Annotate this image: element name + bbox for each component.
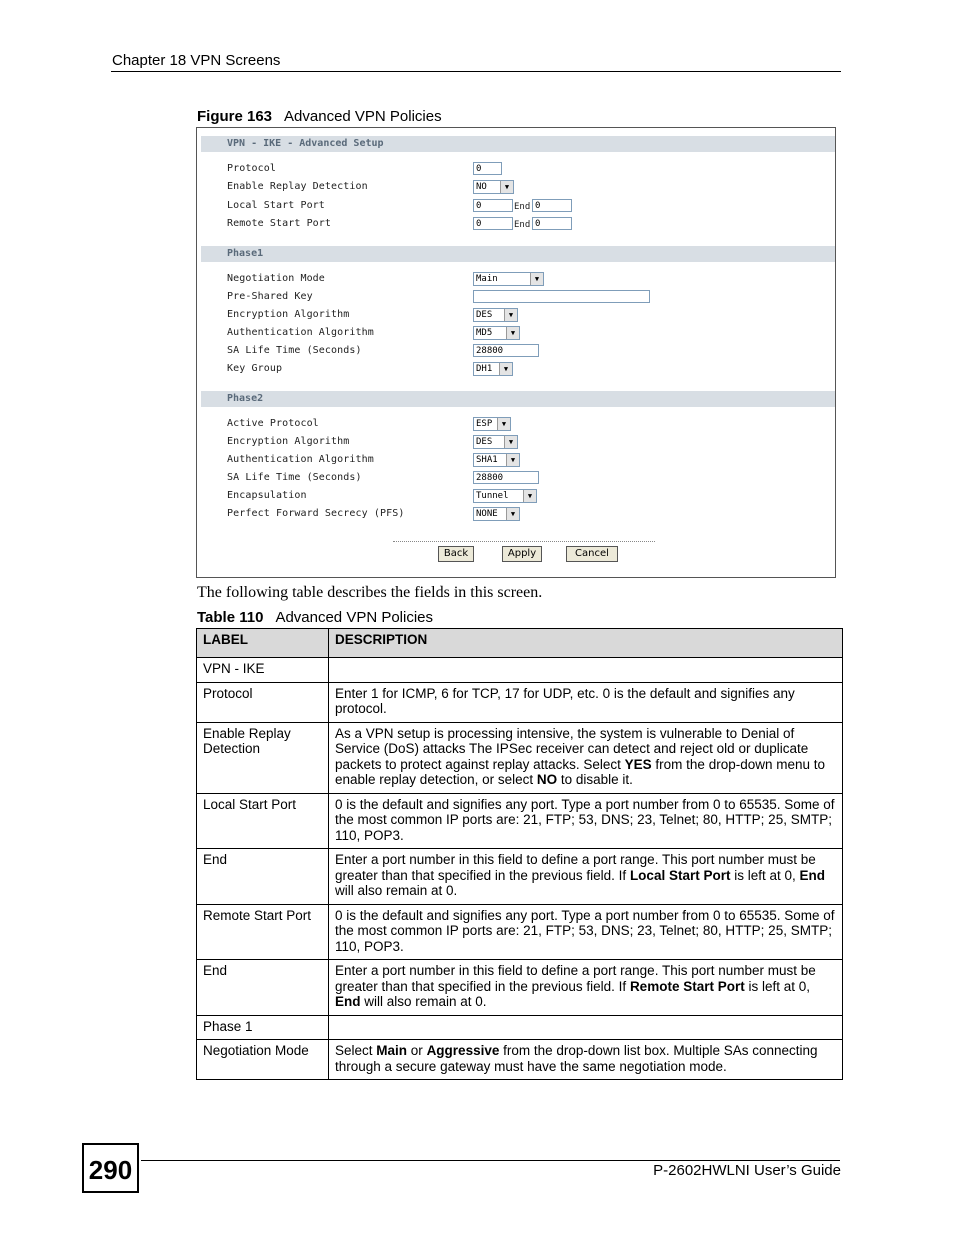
pfs-value: NONE [476, 509, 498, 519]
chevron-down-icon: ▼ [530, 273, 543, 285]
row-description [329, 682, 843, 722]
row-label: Phase 1 [197, 1015, 329, 1040]
table-header-row [197, 629, 843, 658]
table-row [197, 658, 843, 683]
description-text: Enter 1 for ICMP, 6 for TCP, 17 for UDP, etc. 0 is the default and signifies any protocol. [335, 685, 795, 716]
p1-life-label: SA Life Time (Seconds) [227, 345, 362, 356]
chevron-down-icon: ▼ [497, 418, 510, 430]
description-text: Enter a port number in this field to define a port range. This port number must be greater than that specified in the previous field. If [335, 852, 816, 883]
encapsulation-label: Encapsulation [227, 490, 307, 501]
table-caption [197, 609, 433, 626]
back-button[interactable]: Back [438, 546, 474, 562]
negotiation-label: Negotiation Mode [227, 273, 325, 284]
local-end-label: End [514, 202, 531, 212]
row-description [329, 904, 843, 960]
p2-life-label: SA Life Time (Seconds) [227, 472, 362, 483]
p1-encryption-select[interactable] [473, 308, 518, 322]
chevron-down-icon: ▼ [500, 181, 513, 193]
remote-port-label: Remote Start Port [227, 218, 332, 229]
description-emphasis: Aggressive [426, 1043, 500, 1058]
chevron-down-icon: ▼ [506, 508, 519, 520]
chevron-down-icon: ▼ [504, 436, 517, 448]
section-phase2-header: Phase2 [201, 391, 835, 407]
description-text: As a VPN setup is processing intensive, the system is vulnerable to Denial of Service (DoS) attacks The IPSec receiver can detect and reject old or duplicate packets to protect against replay attacks. Select [335, 725, 809, 772]
pfs-select[interactable] [473, 507, 520, 521]
row-description [329, 849, 843, 905]
p2-life-input[interactable]: 28800 [473, 471, 539, 484]
description-text: from the drop-down list box. Multiple SAs connecting through a secure gateway must have the same negotiation mode. [335, 1043, 818, 1074]
p1-auth-select[interactable] [473, 326, 520, 340]
psk-label: Pre-Shared Key [227, 291, 313, 302]
psk-input[interactable] [473, 290, 650, 303]
protocol-input[interactable]: 0 [473, 162, 502, 175]
local-port-label: Local Start Port [227, 200, 325, 211]
header-rule [111, 71, 841, 72]
figure-caption [197, 108, 442, 125]
table-row [197, 1015, 843, 1040]
p2-encryption-label: Encryption Algorithm [227, 436, 350, 447]
p2-auth-select[interactable] [473, 453, 520, 467]
keygroup-select[interactable] [473, 362, 513, 376]
row-description [329, 1040, 843, 1080]
remote-end-label: End [514, 220, 531, 230]
row-description [329, 658, 843, 683]
intro-paragraph: The following table describes the fields in this screen. [197, 584, 543, 601]
chevron-down-icon: ▼ [506, 454, 519, 466]
p2-encryption-select[interactable] [473, 435, 518, 449]
local-start-input[interactable]: 0 [473, 199, 513, 212]
description-emphasis: NO [536, 772, 558, 787]
page-number: 290 [82, 1143, 139, 1193]
encapsulation-value: Tunnel [476, 491, 509, 501]
row-description [329, 722, 843, 793]
table-row [197, 960, 843, 1016]
section-ike-header: VPN - IKE - Advanced Setup [201, 136, 835, 152]
negotiation-value: Main [476, 274, 498, 284]
description-text: will also remain at 0. [360, 994, 487, 1009]
label-column-header: LABEL [197, 629, 329, 658]
description-column-header: DESCRIPTION [329, 629, 843, 658]
description-text: Select [335, 1043, 377, 1058]
table-body [197, 658, 843, 1080]
row-label: Remote Start Port [197, 904, 329, 960]
table-number: Table 110 [197, 609, 264, 626]
row-description [329, 793, 843, 849]
apply-button[interactable]: Apply [502, 546, 542, 562]
p1-encryption-value: DES [476, 310, 493, 320]
chevron-down-icon: ▼ [523, 490, 536, 502]
vpn-advanced-screenshot [196, 127, 836, 578]
figure-number: Figure 163 [197, 108, 273, 125]
chapter-header: Chapter 18 VPN Screens [112, 52, 281, 69]
row-label: End [197, 849, 329, 905]
footer-rule [141, 1160, 840, 1161]
section-phase1-header: Phase1 [201, 246, 835, 262]
button-divider [393, 541, 655, 542]
row-label: Local Start Port [197, 793, 329, 849]
figure-title: Advanced VPN Policies [284, 108, 442, 125]
p2-encryption-value: DES [476, 437, 493, 447]
description-text: will also remain at 0. [335, 883, 458, 898]
description-text: Enter a port number in this field to define a port range. This port number must be greater than that specified in the previous field. If [335, 963, 816, 994]
replay-value: NO [476, 182, 487, 192]
keygroup-value: DH1 [476, 364, 493, 374]
pfs-label: Perfect Forward Secrecy (PFS) [227, 508, 405, 519]
row-description [329, 960, 843, 1016]
row-label: VPN - IKE [197, 658, 329, 683]
p1-encryption-label: Encryption Algorithm [227, 309, 350, 320]
description-emphasis: End [799, 867, 825, 883]
active-protocol-value: ESP [476, 419, 493, 429]
p2-auth-label: Authentication Algorithm [227, 454, 374, 465]
row-label: Protocol [197, 682, 329, 722]
chevron-down-icon: ▼ [506, 327, 519, 339]
table-title: Advanced VPN Policies [275, 609, 434, 626]
protocol-label: Protocol [227, 163, 276, 174]
remote-end-input[interactable]: 0 [532, 217, 572, 230]
local-end-input[interactable]: 0 [532, 199, 572, 212]
encapsulation-select[interactable] [473, 489, 537, 503]
description-text: to disable it. [557, 772, 633, 787]
replay-label: Enable Replay Detection [227, 181, 368, 192]
row-description [329, 1015, 843, 1040]
cancel-button[interactable]: Cancel [566, 546, 618, 562]
negotiation-select[interactable] [473, 272, 544, 286]
description-emphasis: Local Start Port [629, 867, 731, 883]
p2-auth-value: SHA1 [476, 455, 498, 465]
row-label: Negotiation Mode [197, 1040, 329, 1080]
description-text: is left at 0, [744, 978, 810, 994]
description-text: is left at 0, [730, 867, 800, 883]
replay-select[interactable] [473, 180, 514, 194]
active-protocol-label: Active Protocol [227, 418, 319, 429]
table-row [197, 904, 843, 960]
description-text: or [407, 1043, 427, 1058]
table-row [197, 793, 843, 849]
description-emphasis: End [335, 994, 361, 1009]
row-label: Enable Replay Detection [197, 722, 329, 793]
chevron-down-icon: ▼ [499, 363, 512, 375]
guide-title: P-2602HWLNI User’s Guide [653, 1162, 841, 1179]
table-row [197, 722, 843, 793]
p1-auth-value: MD5 [476, 328, 493, 338]
description-text: 0 is the default and signifies any port. Type a port number from 0 to 65535. Some of the most common IP ports are: 21, FTP; 53, DNS; 23, Telnet; 80, HTTP; 25, SMTP; 110, POP3. [335, 907, 835, 954]
p1-life-input[interactable]: 28800 [473, 344, 539, 357]
active-protocol-select[interactable] [473, 417, 511, 431]
row-label: End [197, 960, 329, 1016]
remote-start-input[interactable]: 0 [473, 217, 513, 230]
table-row [197, 1040, 843, 1080]
p1-auth-label: Authentication Algorithm [227, 327, 374, 338]
description-emphasis: YES [624, 756, 652, 772]
description-text: from the drop-down menu to enable replay detection, or select [335, 756, 826, 787]
field-description-table [196, 628, 843, 1080]
description-emphasis: Main [376, 1043, 408, 1058]
description-emphasis: Remote Start Port [629, 978, 745, 994]
table-row [197, 849, 843, 905]
keygroup-label: Key Group [227, 363, 283, 374]
table-row [197, 682, 843, 722]
chevron-down-icon: ▼ [504, 309, 517, 321]
description-text: 0 is the default and signifies any port. Type a port number from 0 to 65535. Some of the most common IP ports are: 21, FTP; 53, DNS; 23, Telnet; 80, HTTP; 25, SMTP; 110, POP3. [335, 796, 835, 843]
